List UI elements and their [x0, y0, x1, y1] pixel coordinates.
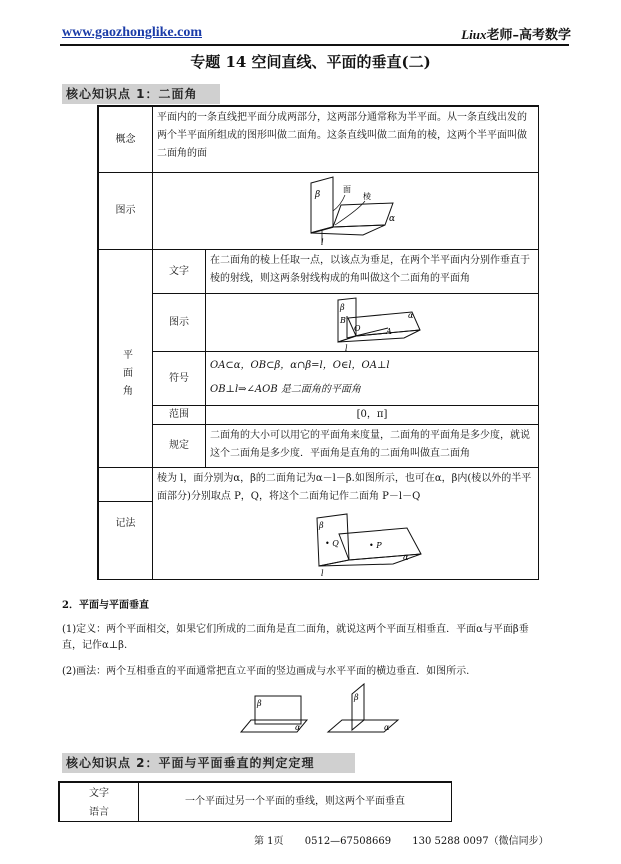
section2-definition: (1)定义：两个平面相交，如果它们所成的二面角是直二面角，就说这两个平面互相垂直．平面α与平面β垂直，记作α⊥β.: [62, 624, 529, 651]
plane-angle-label-text: 平面角: [120, 348, 132, 403]
plane-angle-label: [98, 249, 153, 502]
figure-cell: [152, 172, 539, 250]
range-label: 范围: [152, 405, 206, 425]
perp-figure-b: [322, 680, 402, 738]
phone-1: 0512—67508669: [304, 836, 392, 847]
figB-alpha: α: [384, 723, 390, 732]
fig2-label: 图示: [152, 293, 206, 352]
dihedral-table: [97, 105, 539, 580]
page-number: 第 1页: [254, 836, 284, 847]
figB-beta: β: [354, 693, 359, 702]
fig1-face: 面: [343, 185, 351, 194]
fig3-alpha: α: [403, 553, 409, 562]
dihedral-figure: [293, 175, 413, 247]
page-title: 专题 14 空间直线、平面的垂直(二): [190, 53, 431, 71]
figA-beta: β: [257, 699, 262, 708]
knowledge-banner-2: 核心知识点 2：平面与平面垂直的判定定理: [62, 753, 355, 773]
section2-heading: 2．平面与平面垂直: [62, 600, 149, 611]
rule-label: 规定: [152, 424, 206, 468]
symbol-line-2: OB⊥l⇒∠AOB 是二面角的平面角: [210, 384, 361, 395]
fig3-P: • P: [369, 541, 382, 550]
notation-label: 记法: [98, 467, 153, 580]
header-rule: [60, 44, 569, 46]
fig2-beta: β: [340, 303, 345, 312]
text-label: 文字: [152, 249, 206, 294]
concept-text: 平面内的一条直线把平面分成两部分，这两部分通常称为半平面。从一条直线出发的两个半平面所组成的图形叫做二面角。这条直线叫做二面角的棱，这两个半平面叫做二面角的面: [152, 106, 539, 173]
knowledge-banner-1: 核心知识点 1：二面角: [62, 84, 220, 104]
theorem-table: [58, 781, 452, 822]
fig2-B: B: [340, 316, 346, 325]
fig1-beta: β: [315, 190, 321, 200]
notation-text: 棱为 l，面分别为α，β的二面角记为α－l－β.如图所示，也可在α，β内(棱以外的半平面部分)分别取点 P，Q，将这个二面角记作二面角 P－l－Q: [157, 473, 532, 502]
site-url[interactable]: www.gaozhonglike.com: [62, 25, 202, 40]
notation-figure: [303, 512, 427, 578]
fig3-beta: β: [319, 521, 324, 530]
fig3-l: l: [321, 569, 324, 578]
fig3-Q: • Q: [325, 539, 339, 548]
perp-figure-a: [237, 690, 317, 738]
theorem-label: [59, 782, 139, 822]
section2-drawing: (2)画法：两个互相垂直的平面通常把直立平面的竖边画成与水平平面的横边垂直．如图所示.: [62, 666, 470, 677]
symbol-cell: [205, 351, 539, 406]
symbol-line-1: OA⊂α，OB⊂β，α∩β=l，O∈l，OA⊥l: [210, 360, 390, 371]
fig1-edge: 棱: [363, 192, 371, 201]
text-definition: 在二面角的棱上任取一点，以该点为垂足，在两个半平面内分别作垂直于棱的射线，则这两条射线构成的角叫做这个二面角的平面角: [205, 249, 539, 294]
fig2-l: l: [345, 344, 348, 352]
brand-label: Liux老师–高考数学: [461, 27, 571, 43]
fig2-O: O: [354, 324, 361, 333]
fig2-cell: [205, 293, 539, 352]
phone-2: 130 5288 0097（微信同步）: [412, 836, 549, 847]
symbol-label: 符号: [152, 351, 206, 406]
notation-cell: [152, 467, 539, 580]
theorem-label-2: 语言: [89, 807, 109, 818]
range-value: [0，π]: [205, 405, 539, 425]
theorem-text: 一个平面过另一个平面的垂线，则这两个平面垂直: [138, 782, 452, 822]
plane-angle-figure: [328, 296, 428, 352]
alpha-plane: [333, 203, 396, 227]
fig1-l: l: [321, 238, 324, 247]
figure-label: 图示: [98, 172, 153, 250]
figA-alpha: α: [295, 723, 301, 732]
fig2-A: A: [386, 327, 392, 336]
fig2-alpha: α: [408, 311, 414, 320]
fig1-alpha: α: [389, 214, 396, 224]
footer: [254, 832, 567, 847]
theorem-label-1: 文字: [89, 788, 109, 799]
concept-label: 概念: [98, 106, 153, 173]
rule-text: 二面角的大小可以用它的平面角来度量，二面角的平面角是多少度，就说这个二面角是多少度．平面角是直角的二面角叫做直二面角: [205, 424, 539, 468]
